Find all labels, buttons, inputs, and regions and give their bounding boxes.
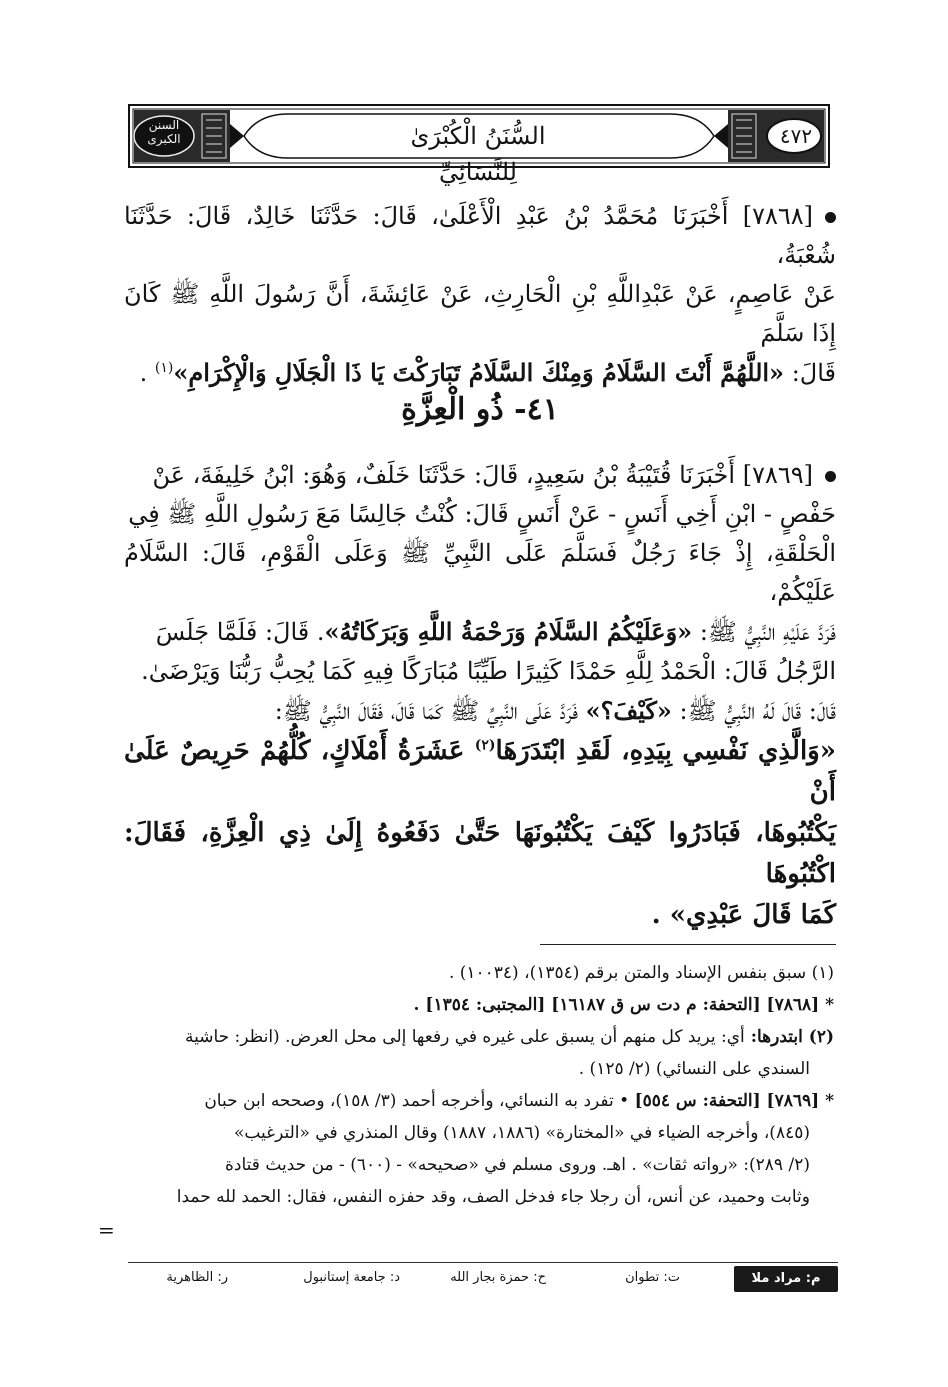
hadith-7869-line-4 [124,612,836,652]
hadith-7869 [124,456,836,936]
text-span: • تفرد به النسائي، وأخرجه أحمد (٣/ ١٥٨)، وصححه ابن حبان [204,1091,635,1111]
hadith-7869-line-7 [124,731,836,813]
hadith-7869-line-3: الْحَلْقَةِ، إِذْ جَاءَ رَجُلٌ فَسَلَّمَ عَلَى النَّبِيِّ ﷺ وَعَلَى الْقَوْمِ، قَالَ: السَّلَامُ عَلَيْكُمْ، [124,539,836,606]
reference-label: * [٧٨٦٩] [التحفة: س ٥٥٤] [634,1091,834,1111]
page-header [128,104,830,186]
manuscript-sigla-footer [128,1266,838,1292]
bullet-icon [825,471,836,482]
reference-7869 [96,1086,834,1116]
hadith-7869-line-1 [124,456,836,495]
prophetic-text: عَشَرَةُ أَمْلَاكٍ، كُلُّهُمْ حَرِيصٌ عَلَىٰ أَنْ [124,736,836,807]
footnote-ref: (٢) [474,737,496,754]
text-span: قَالَ: [784,359,836,387]
hadith-7869-line-2: حَفْصٍ - ابْنِ أَخِي أَنَسٍ - عَنْ أَنَسٍ قَالَ: كُنْتُ جَالِسًا مَعَ رَسُولِ اللَّهِ ﷺ فِي [128,500,836,528]
siglum-item: ر: الظاهرية [166,1270,228,1285]
footnote-label: (٢) ابتدرها: [744,1027,834,1047]
footnote-2 [96,1022,834,1052]
text-span: فَرَدَّ عَلَى النَّبِيِّ ﷺ كَمَا قَالَ، فَقَالَ النَّبِيُّ ﷺ: [274,697,586,725]
hadith-7869-line-6 [124,691,836,731]
text-span: . [139,359,155,387]
reference-7868: * [٧٨٦٨] [التحفة: م دت س ق ١٦١٨٧] [المجتبى: ١٣٥٤] . [413,995,834,1015]
reference-7869-line-3: (٢/ ٢٨٩): «رواته ثقات» . اهـ. وروى مسلم في «صحيحه» - (٦٠٠) - من حديث قتادة [225,1155,810,1175]
prophetic-text: «اللَّهُمَّ أَنْتَ السَّلَامُ وَمِنْكَ السَّلَامُ تَبَارَكْتَ يَا ذَا الْجَلَالِ وَالْإِكْرَامِ» [173,358,785,387]
prophetic-text: «وَالَّذِي نَفْسِي بِيَدِهِ، لَقَدِ ابْتَدَرَهَا [495,736,836,766]
siglum-badge: م: مراد ملا [734,1266,838,1292]
text-span: فَرَدَّ عَلَيْهِ النَّبِيُّ ﷺ: [692,618,836,646]
prophetic-text: «وَعَلَيْكُمُ السَّلَامُ وَرَحْمَةُ اللَّهِ وَبَرَكَاتُهُ» [324,617,693,646]
hadith-7868-line-3 [124,353,836,393]
siglum-item: ح: حمزة بجار الله [450,1270,546,1285]
footnote-ref: (١) [154,360,174,376]
text-span: قَالَ: قَالَ لَهُ النَّبِيُّ ﷺ: [671,697,836,725]
footnote-2-continuation: السندي على النسائي) (٢/ ١٢٥) . [578,1059,810,1079]
hadith-7869-line-5: الرَّجُلُ قَالَ: الْحَمْدُ لِلَّهِ حَمْدًا كَثِيرًا طَيِّبًا مُبَارَكًا فِيهِ كَمَا يُحِبُّ رَبُّنَا وَيَرْضَىٰ. [141,657,836,685]
text-span: [٧٨٦٩] أَخْبَرَنَا قُتَيْبَةُ بْنُ سَعِيدٍ، قَالَ: حَدَّثَنَا خَلَفٌ، وَهُوَ: ابْنُ خَلِيفَةَ، عَنْ [152,461,813,489]
text-span: [٧٨٦٨] أَخْبَرَنَا مُحَمَّدُ بْنُ عَبْدِ الْأَعْلَىٰ، قَالَ: حَدَّثَنَا خَالِدٌ، قَالَ: حَدَّثَنَا شُعْبَةُ، [124,202,836,269]
footer-rule [128,1262,838,1263]
footnotes [96,958,834,1214]
header-logo: السنن الكبرى [147,118,181,146]
running-title: السُّنَنُ الْكُبْرَىٰ لِلنَّسَائِيِّ [410,122,546,186]
reference-7869-line-4: وثابت وحميد، عن أنس، أن رجلا جاء فدخل الصف، وقد حفزه النفس، فقال: الحمد لله حمدا [176,1187,810,1207]
prophetic-text: «كَيْفَ؟» [585,696,672,725]
bullet-icon [825,212,836,223]
hadith-7869-line-8: يَكْتُبُوهَا، فَبَادَرُوا كَيْفَ يَكْتُبُونَهَا حَتَّىٰ دَفَعُوهُ إِلَىٰ ذِي الْعِزَّةِ، فَقَالَ: اكْتُبُوهَا [124,818,836,889]
hadith-7868-line-2: عَنْ عَاصِمٍ، عَنْ عَبْدِاللَّهِ بْنِ الْحَارِثِ، عَنْ عَائِشَةَ، أَنَّ رَسُولَ اللَّهِ ﷺ كَانَ إِذَا سَلَّمَ [124,280,836,347]
hadith-7869-line-9: كَمَا قَالَ عَبْدِي» . [651,900,836,930]
text-span: . قَالَ: فَلَمَّا جَلَسَ [155,618,325,646]
siglum-item: د: جامعة إستانبول [303,1270,400,1285]
siglum-item: ت: تطوان [625,1270,680,1285]
chapter-heading: ٤١- ذُو الْعِزَّةِ [401,392,559,427]
hadith-7868 [124,197,836,393]
reference-7869-line-2: (٨٤٥)، وأخرجه الضياء في «المختارة» (١٨٨٦، ١٨٨٧) وقال المنذري في «الترغيب» [233,1123,810,1143]
footnote-separator [540,944,836,945]
continuation-mark: = [98,1218,115,1242]
page-number: ٤٧٢ [779,124,813,148]
text-span: أي: يريد كل منهم أن يسبق على غيره في رفعها إلى محل العرض. (انظر: حاشية [184,1027,745,1047]
footnote-1: (١) سبق بنفس الإسناد والمتن برقم (١٣٥٤)، (١٠٠٣٤) . [448,963,834,983]
hadith-7868-line-1 [124,197,836,275]
